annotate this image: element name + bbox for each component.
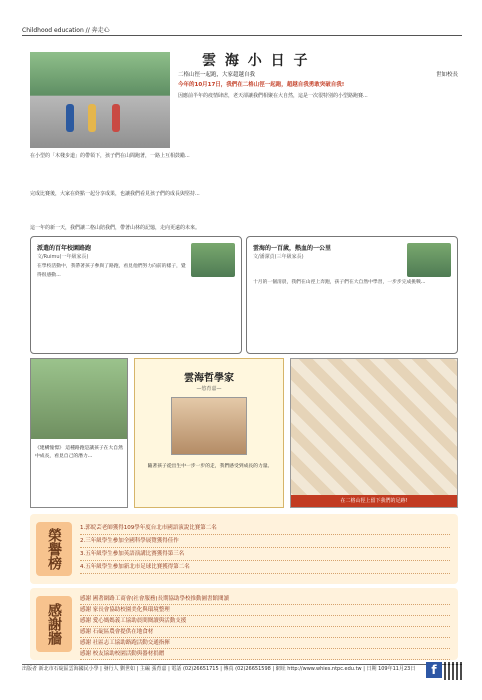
- page-title: 雲 海 小 日 子: [202, 53, 310, 69]
- photo-banner: 在二格山徑上留下我們的足跡!: [291, 495, 457, 507]
- philosopher-quote: 隨著孩子從出生中一步一步的走，我們感受到成長的力量。: [147, 464, 273, 469]
- thanks-item: 感謝 愛心媽媽義工協助晨間閱讀與活動支援: [80, 616, 450, 627]
- article-photo: [191, 243, 235, 277]
- runner-figure: [88, 104, 96, 132]
- topline: [22, 22, 462, 36]
- qr-code-icon: [444, 662, 462, 680]
- honor-list: [80, 522, 450, 574]
- thanks-list: [80, 594, 450, 660]
- paragraph-2: 在小型的「木棧步道」的帶領下，孩子們在山間跑著，一路上互相鼓勵...: [30, 153, 190, 159]
- philosopher-panel: [134, 358, 284, 508]
- article-title: 雲海的一百歲，熱血的一公里: [253, 245, 332, 252]
- article-box-2: [246, 236, 458, 354]
- thanks-item: 感謝 校友協助校園活動與器材捐贈: [80, 649, 450, 660]
- thanks-label: 感謝牆: [36, 596, 72, 652]
- paragraph-3: 完成比賽後，大家在終點一起分享成果，也讓我們看見孩子們的成長與堅持...: [30, 191, 200, 197]
- honor-section: [30, 514, 458, 584]
- philosopher-title: 雲海哲學家: [184, 373, 234, 384]
- thanks-item: 感謝 家長會協助校園美化與環境整理: [80, 605, 450, 616]
- activity-photo: [290, 358, 458, 508]
- honor-item: 3.五年級學生參加英語演講比賽獲得第三名: [80, 548, 450, 561]
- thanks-section: [30, 588, 458, 660]
- honor-item: 1.郭皖芸老師獲得109學年度台北市國語演說比賽第二名: [80, 522, 450, 535]
- article-box-1: [30, 236, 242, 354]
- subhead-line1: 二格山徑一起跑，大家超越自我: [178, 72, 256, 78]
- newsletter-page: [22, 22, 462, 682]
- thanks-item: 感謝 石碇區農會提供在地食材: [80, 627, 450, 638]
- people-panel: [30, 358, 128, 508]
- honor-item: 4.五年級學生參加新北市足球比賽獲得第二名: [80, 561, 450, 574]
- article-author: 文/潘潔貞(三年級家長): [253, 254, 304, 260]
- running-photo: [30, 52, 170, 148]
- paragraph-4: 這一年的新一天，我們讓二格山陪我們，帶著山林的記憶，走向更遠的未來。: [30, 225, 201, 231]
- subhead: [178, 70, 458, 90]
- honor-item: 2.三年級學生參加全國科學展覽獲得佳作: [80, 535, 450, 548]
- paragraph-1: 因應前半年的疫情肆虐，老天卻讓我們相聚在大自然，這是一次很特別的小型路跑賽...: [178, 93, 368, 99]
- philosophy-section: [30, 358, 458, 510]
- subhead-author: 世如校長: [435, 72, 458, 78]
- philosopher-photo: [171, 397, 247, 455]
- thanks-item: 感謝 社區志工協助路跑活動交通指揮: [80, 638, 450, 649]
- runner-figure: [66, 104, 74, 132]
- thanks-item: 感謝 國著網路工商會(社會服務)長期協助學校推動圖書館閱讀: [80, 594, 450, 605]
- honor-label: 榮譽榜: [36, 522, 72, 576]
- footer: 出版者 新北市石碇區雲海國民小學 | 發行人 劉世如 | 主編 張育嘉 | 電話 (02)26651715 | 傳真 (02)26651598 | 網址 http://www.whies.ntpc.edu.tw | 日期 109年11月23日: [22, 664, 462, 682]
- article-title: 派遣的百年校園路跑: [37, 245, 92, 252]
- runner-figure: [112, 104, 120, 132]
- people-caption: 《建構憧憬》 這種路跑是讓孩子在大自然中成長，看見自己的潛力...: [35, 446, 123, 459]
- article-text: 在學校活動中，我帶著孩子參與了路跑，看見他們努力向前的樣子，覺得很感動...: [37, 264, 186, 278]
- article-author: 文/Ruimu(一年級家長): [37, 254, 89, 260]
- article-text: 十月的一個清晨，我們在山徑上奔跑，孩子們在大自然中學習，一步步完成挑戰...: [253, 280, 426, 285]
- article-photo: [407, 243, 451, 277]
- person-photo: [31, 359, 127, 439]
- subhead-line2: 今年的10月17日，我們在二格山徑一起跑，超越自我勇敢突破自我!: [178, 82, 345, 88]
- topline-text: Childhood education // 奔走心: [22, 27, 110, 34]
- facebook-icon[interactable]: f: [426, 662, 442, 678]
- philosopher-sub: —悠育嘉—: [196, 386, 222, 392]
